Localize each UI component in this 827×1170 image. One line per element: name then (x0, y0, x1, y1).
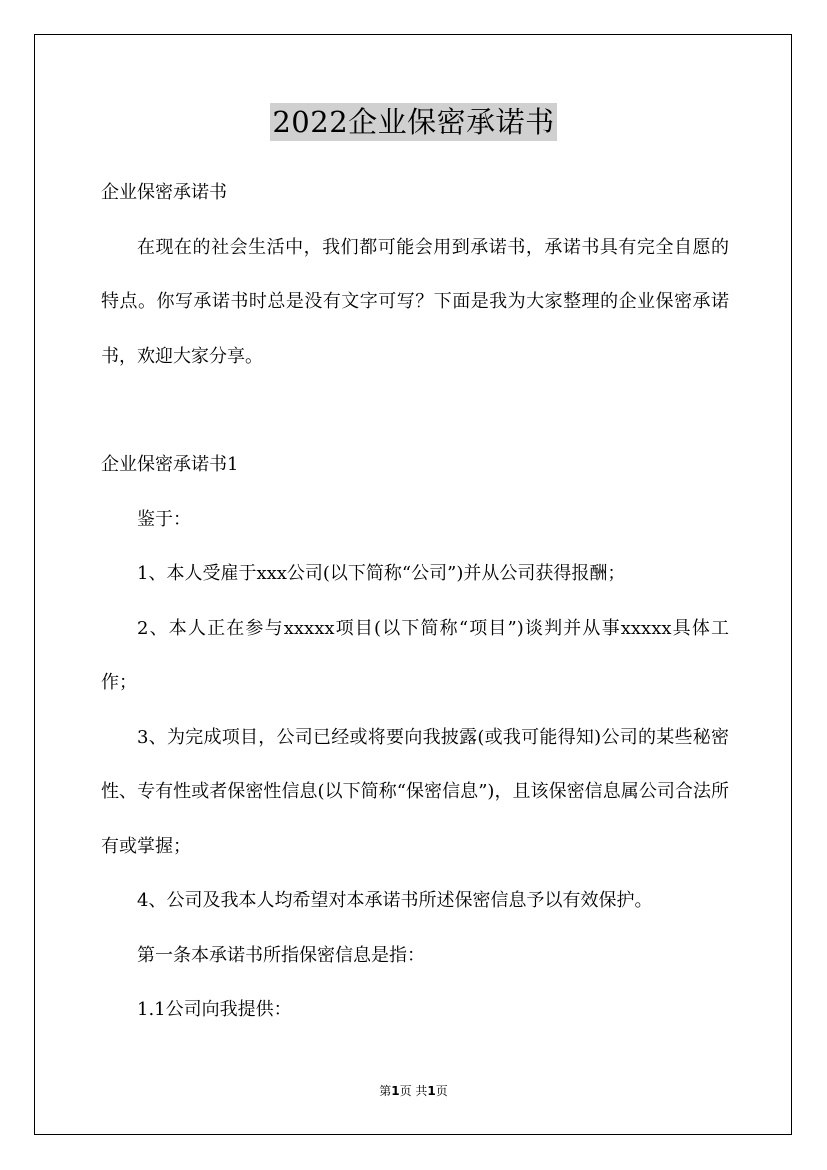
page-suffix: 页 (435, 1084, 448, 1098)
document-body (101, 166, 729, 1038)
spacer (101, 384, 729, 438)
document-title: 2022企业保密承诺书 (272, 105, 555, 139)
paragraph: 第一条本承诺书所指保密信息是指： (137, 944, 425, 966)
section-heading: 企业保密承诺书 (101, 182, 227, 203)
page-prefix: 第 (379, 1084, 392, 1098)
section-heading-1: 企业保密承诺书1 (101, 454, 239, 475)
paragraph: 4、公司及我本人均希望对本承诺书所述保密信息予以有效保护。 (137, 890, 653, 911)
page-mid: 页 共 (399, 1084, 428, 1098)
page-total: 1 (427, 1084, 436, 1098)
page-footer (0, 1082, 827, 1099)
paragraph: 2、本人正在参与xxxxx项目(以下简称“项目”)谈判并从事xxxxx具体工作； (101, 617, 729, 693)
paragraph: 3、为完成项目，公司已经或将要向我披露(或我可能得知)公司的某些秘密性、专有性或者保密性信息(以下简称“保密信息”)，且该保密信息属公司合法所有或掌握； (101, 726, 729, 857)
paragraph: 1.1公司向我提供： (137, 999, 292, 1020)
page-number: 1 (391, 1084, 400, 1098)
paragraph: 1、本人受雇于xxx公司(以下简称“公司”)并从公司获得报酬； (137, 563, 626, 584)
title-container (0, 103, 827, 141)
paragraph: 鉴于： (137, 508, 191, 530)
intro-paragraph: 在现在的社会生活中，我们都可能会用到承诺书，承诺书具有完全自愿的特点。你写承诺书时总是没有文字可写？下面是我为大家整理的企业保密承诺书，欢迎大家分享。 (101, 236, 729, 367)
